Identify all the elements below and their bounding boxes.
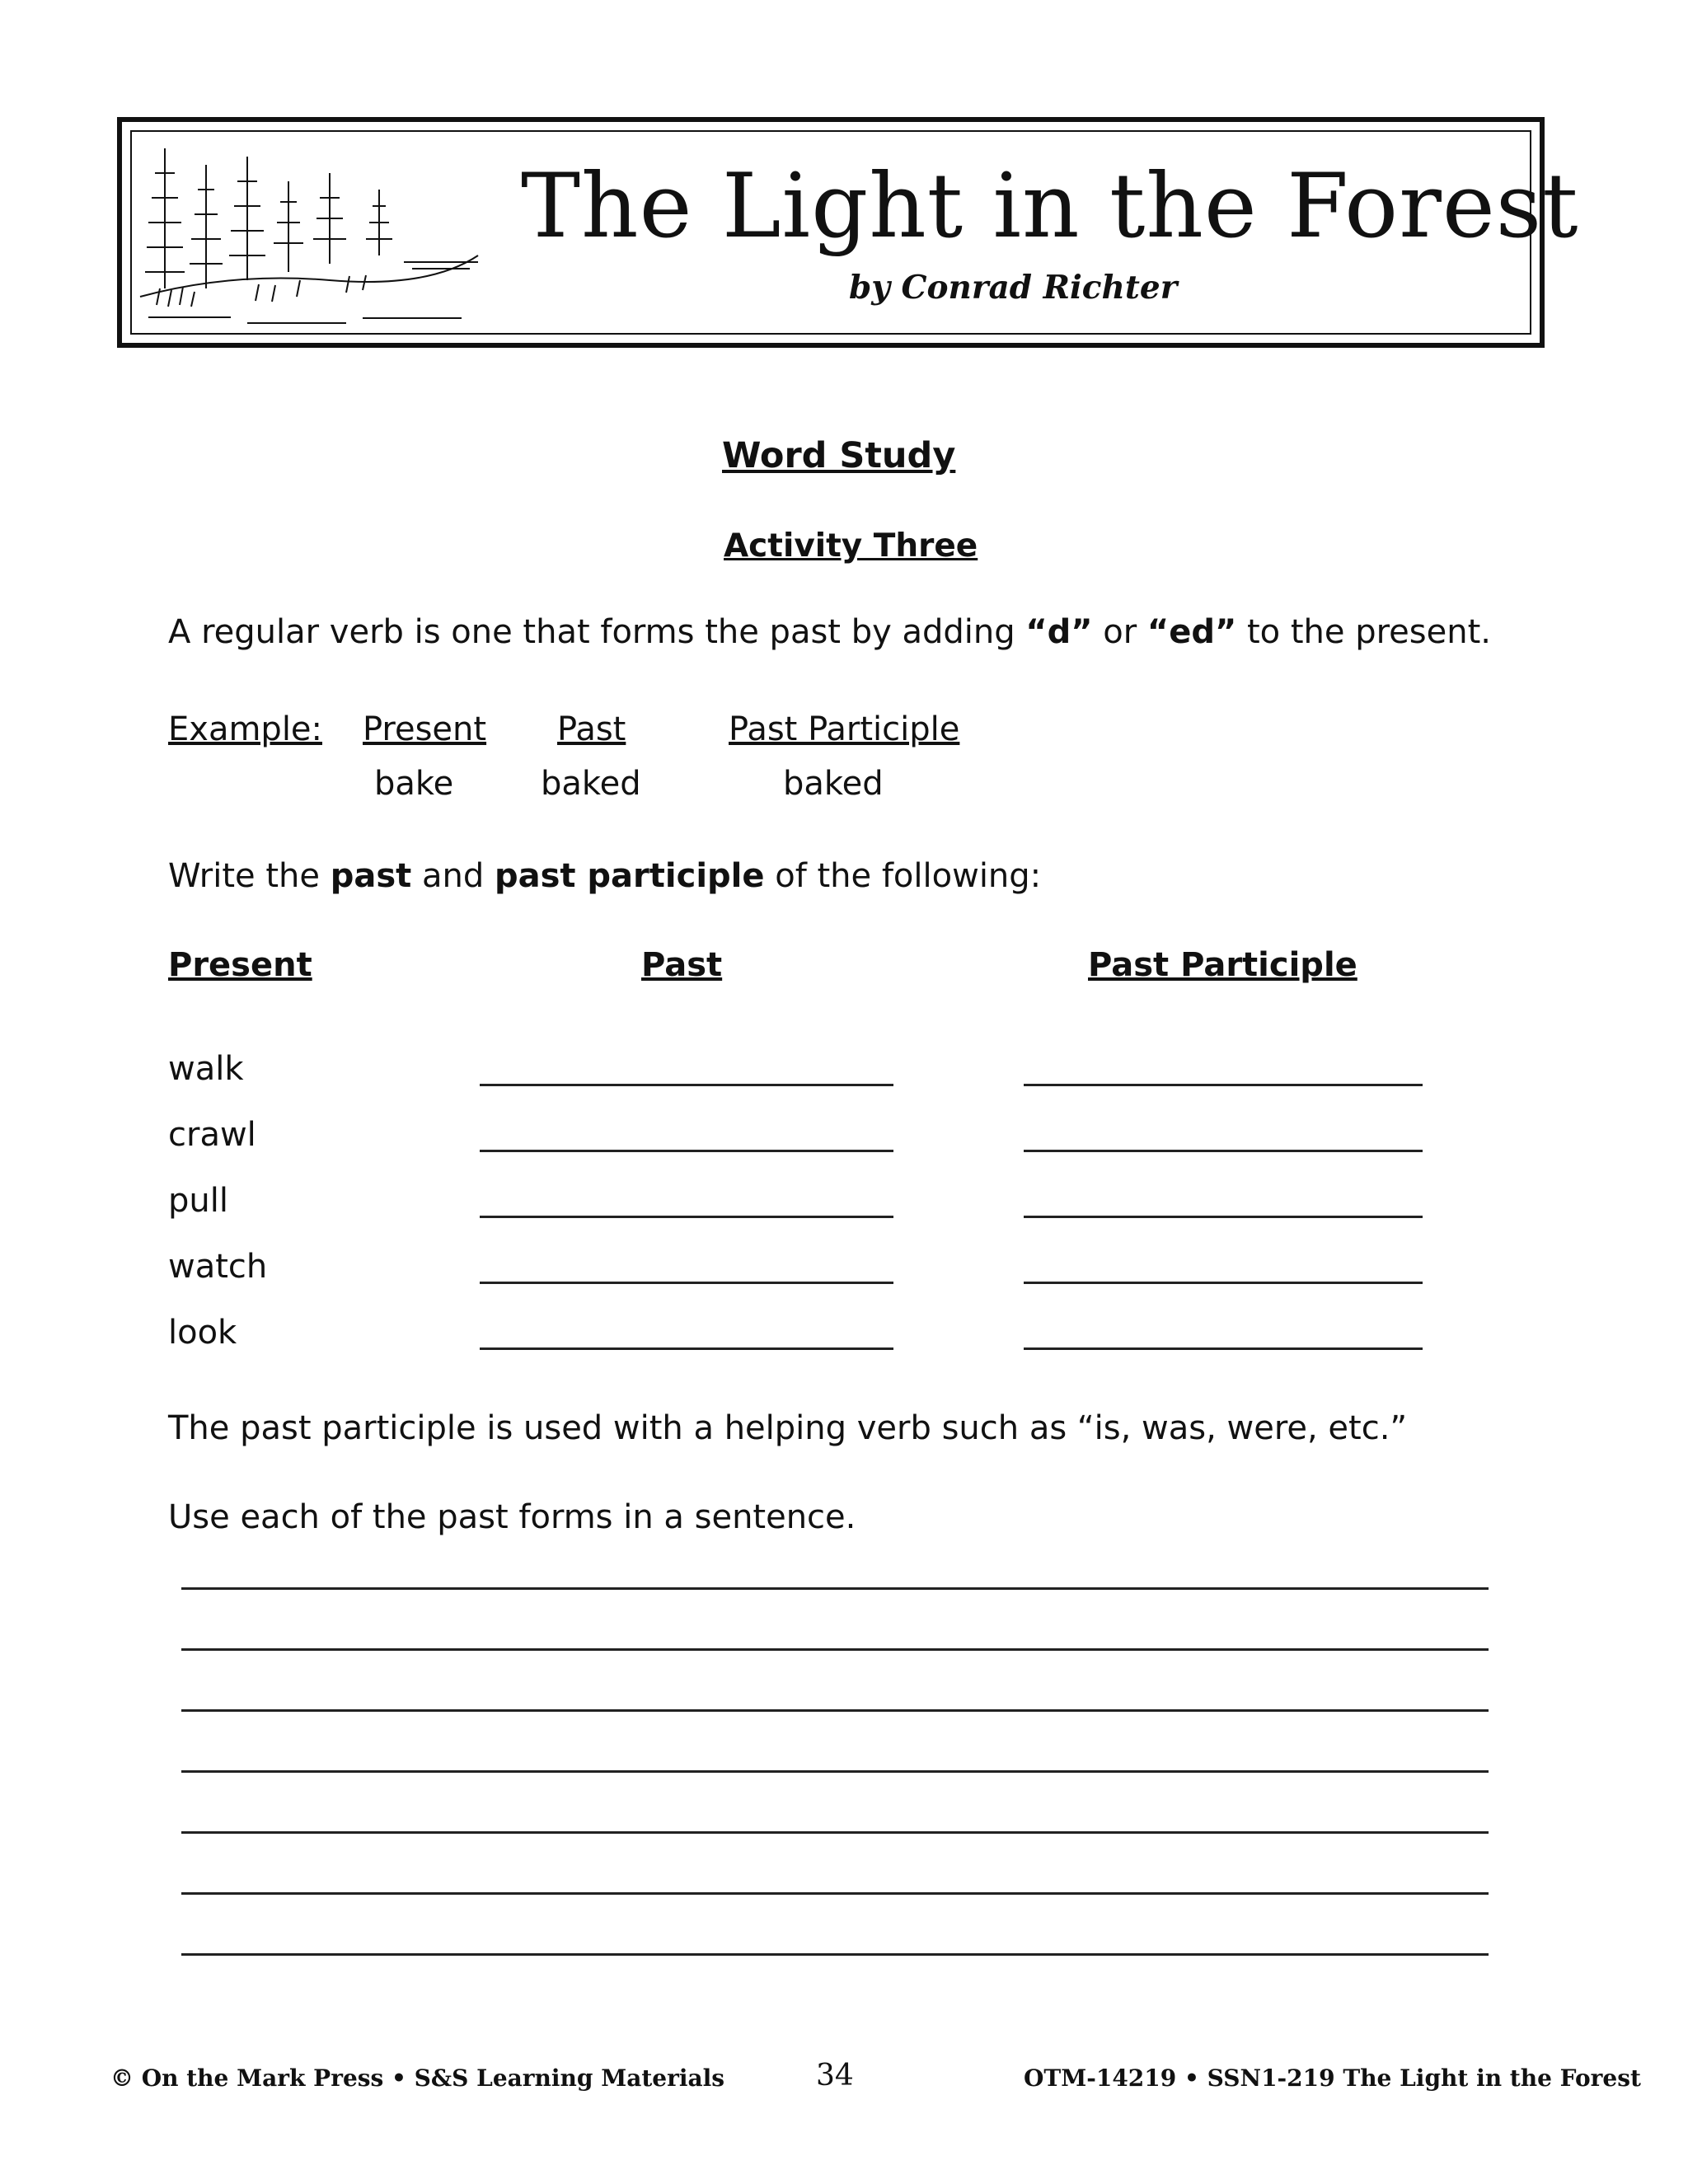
document-title: The Light in the Forest (521, 155, 1579, 258)
column-header-past-participle: Past Participle (1088, 946, 1357, 984)
section-title: Word Study (722, 435, 956, 476)
instruction-text-2: and (411, 857, 495, 895)
instruction-past: past (330, 857, 412, 895)
intro-text-end: to the present. (1236, 613, 1491, 651)
forest-illustration (132, 132, 495, 338)
blank-past-crawl[interactable] (480, 1150, 893, 1152)
instruction-text-3: of the following: (764, 857, 1042, 895)
document-author: by Conrad Richter (849, 269, 1178, 307)
instruction-text-1: Write the (168, 857, 331, 895)
verb-crawl: crawl (168, 1116, 256, 1154)
sentence-line-5[interactable] (181, 1831, 1489, 1834)
intro-paragraph (168, 613, 1491, 651)
column-header-present: Present (168, 946, 312, 984)
example-past-value: baked (541, 765, 641, 803)
instruction (168, 857, 1041, 895)
intro-ed: “ed” (1146, 613, 1237, 651)
example-label: Example: (168, 710, 323, 748)
instruction-past-participle: past participle (494, 857, 765, 895)
sentence-line-2[interactable] (181, 1648, 1489, 1651)
sentence-line-4[interactable] (181, 1770, 1489, 1773)
sentence-line-6[interactable] (181, 1892, 1489, 1895)
blank-past-look[interactable] (480, 1347, 893, 1350)
sentence-line-1[interactable] (181, 1587, 1489, 1590)
blank-past-watch[interactable] (480, 1282, 893, 1284)
verb-pull: pull (168, 1182, 228, 1220)
page-number: 34 (816, 2059, 854, 2093)
verb-watch: watch (168, 1248, 268, 1286)
example-block (0, 710, 1688, 809)
blank-past-participle-pull[interactable] (1024, 1216, 1423, 1218)
footer-publisher: © On the Mark Press • S&S Learning Materials (110, 2064, 725, 2092)
sentence-line-3[interactable] (181, 1709, 1489, 1712)
sentence-line-7[interactable] (181, 1953, 1489, 1956)
blank-past-participle-watch[interactable] (1024, 1282, 1423, 1284)
column-header-past: Past (641, 946, 723, 984)
activity-title: Activity Three (724, 527, 978, 565)
verb-look: look (168, 1314, 237, 1352)
blank-past-walk[interactable] (480, 1084, 893, 1086)
helping-verb-note: The past participle is used with a helping verb such as “is, was, were, etc.” (168, 1409, 1408, 1447)
example-header-past: Past (557, 710, 626, 748)
example-header-past-participle: Past Participle (729, 710, 960, 748)
blank-past-participle-look[interactable] (1024, 1347, 1423, 1350)
verb-walk: walk (168, 1050, 244, 1088)
blank-past-participle-walk[interactable] (1024, 1084, 1423, 1086)
example-past-participle-value: baked (783, 765, 884, 803)
intro-text-start: A regular verb is one that forms the past by adding (168, 613, 1026, 651)
intro-or: or (1092, 613, 1147, 651)
sentence-prompt: Use each of the past forms in a sentence. (168, 1498, 856, 1536)
example-present-value: bake (374, 765, 454, 803)
footer-product-code: OTM-14219 • SSN1-219 The Light in the Forest (1024, 2064, 1641, 2092)
blank-past-pull[interactable] (480, 1216, 893, 1218)
blank-past-participle-crawl[interactable] (1024, 1150, 1423, 1152)
example-header-present: Present (363, 710, 487, 748)
intro-d: “d” (1025, 613, 1093, 651)
